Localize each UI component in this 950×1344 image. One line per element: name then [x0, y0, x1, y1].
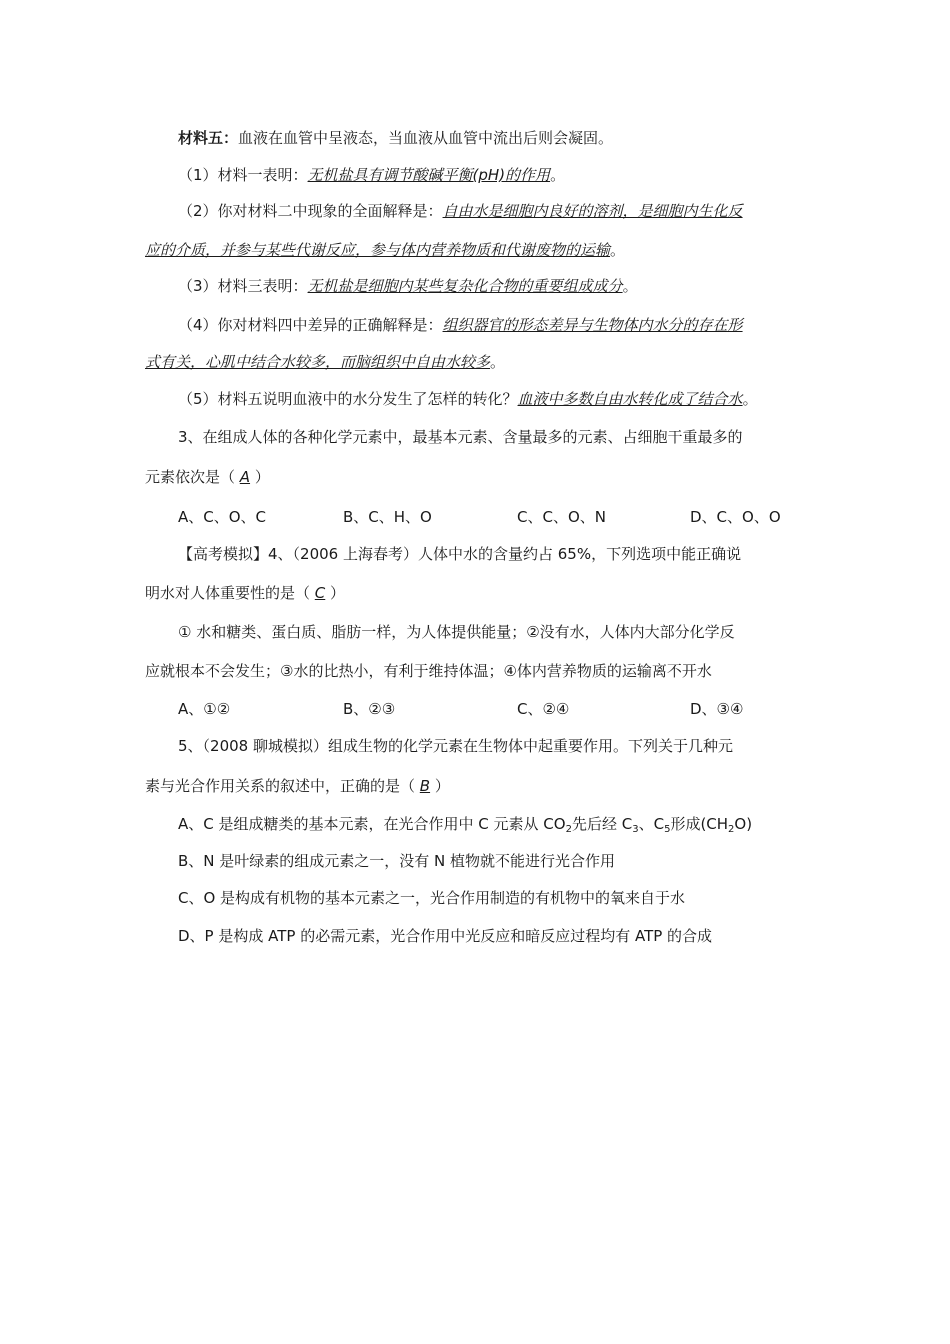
answer-5 [178, 387, 848, 411]
answer-5-suffix: 。 [742, 390, 758, 408]
question-4-line-2 [145, 581, 815, 605]
option-a-part-4: 形成(CH [670, 815, 729, 833]
question-4-line-1: 【高考模拟】4、（2006 上海春考）人体中水的含量约占 65%，下列选项中能正确说 [178, 545, 742, 563]
answer-4-prefix: （4）你对材料四中差异的正确解释是： [178, 316, 443, 334]
question-5-option-c: C、O 是构成有机物的基本元素之一，光合作用制造的有机物中的氧来自于水 [178, 889, 686, 907]
answer-3-suffix: 。 [622, 277, 638, 295]
material-five-label: 材料五： [178, 129, 239, 147]
question-4-option-c: C、②④ [517, 700, 570, 718]
subscript-2: 2 [565, 824, 572, 835]
question-4-option-d: D、③④ [690, 700, 744, 718]
subscript-5: 5 [664, 824, 671, 835]
answer-4-text-1: 组织器官的形态差异与生物体内水分的存在形 [442, 316, 743, 334]
question-4-prefix: 明水对人体重要性的是（ [145, 584, 315, 602]
question-4-statement-1: ① 水和糖类、蛋白质、脂肪一样，为人体提供能量；②没有水，人体内大部分化学反 [178, 623, 735, 641]
question-3-prefix: 元素依次是（ [145, 468, 240, 486]
answer-2-suffix: 。 [610, 241, 626, 259]
answer-1 [178, 163, 848, 187]
answer-3-prefix: （3）材料三表明： [178, 277, 308, 295]
question-5-answer: B [419, 777, 431, 795]
question-4-option-b: B、②③ [343, 700, 396, 718]
answer-4-line-1 [178, 313, 848, 337]
question-3-option-b: B、C、H、O [343, 508, 432, 526]
question-3-line-2 [145, 465, 815, 489]
answer-2-line-1 [178, 199, 848, 223]
question-4-option-a: A、①② [178, 700, 231, 718]
answer-2-text-2: 应的介质，并参与某些代谢反应，参与体内营养物质和代谢废物的运输 [145, 241, 611, 259]
question-5-suffix: ） [430, 777, 450, 795]
answer-2-line-2 [145, 238, 815, 262]
question-5-option-b: B、N 是叶绿素的组成元素之一，没有 N 植物就不能进行光合作用 [178, 852, 616, 870]
question-3-option-d: D、C、O、O [690, 508, 781, 526]
question-3-line-1: 3、在组成人体的各种化学元素中，最基本元素、含量最多的元素、占细胞干重最多的 [178, 428, 743, 446]
question-5-option-d: D、P 是构成 ATP 的必需元素，光合作用中光反应和暗反应过程均有 ATP 的合成 [178, 927, 713, 945]
answer-5-text: 血液中多数自由水转化成了结合水 [517, 390, 743, 408]
option-a-part-5: O) [734, 815, 753, 833]
question-3-answer: A [239, 468, 251, 486]
material-five-text: 血液在血管中呈液态，当血液从血管中流出后则会凝固。 [238, 129, 614, 147]
question-5-line-1: 5、（2008 聊城模拟）组成生物的化学元素在生物体中起重要作用。下列关于几种元 [178, 737, 733, 755]
answer-2-text-1: 自由水是细胞内良好的溶剂，是细胞内生化反 [442, 202, 743, 220]
question-3-option-c: C、C、O、N [517, 508, 606, 526]
answer-4-line-2 [145, 350, 815, 374]
answer-4-text-2: 式有关，心肌中结合水较多，而脑组织中自由水较多 [145, 353, 491, 371]
answer-2-prefix: （2）你对材料二中现象的全面解释是： [178, 202, 443, 220]
answer-4-suffix: 。 [490, 353, 506, 371]
option-a-part-3: 、C [638, 815, 665, 833]
question-4-answer: C [314, 584, 326, 602]
question-5-line-2 [145, 774, 815, 798]
subscript-3: 3 [632, 824, 639, 835]
answer-1-prefix: （1）材料一表明： [178, 166, 308, 184]
material-five [178, 126, 848, 150]
question-4-suffix: ） [325, 584, 346, 602]
question-5-prefix: 素与光合作用关系的叙述中，正确的是（ [145, 777, 420, 795]
question-3-suffix: ） [250, 468, 270, 486]
option-a-part-2: 先后经 C [571, 815, 633, 833]
option-a-part-1: A、C 是组成糖类的基本元素，在光合作用中 C 元素从 CO [178, 815, 566, 833]
subscript-2b: 2 [728, 824, 735, 835]
answer-3-text: 无机盐是细胞内某些复杂化合物的重要组成成分 [307, 277, 623, 295]
answer-1-suffix: 。 [550, 166, 566, 184]
answer-1-text: 无机盐具有调节酸碱平衡(pH)的作用 [307, 166, 551, 184]
question-3-option-a: A、C、O、C [178, 508, 267, 526]
answer-3 [178, 274, 848, 298]
answer-5-prefix: （5）材料五说明血液中的水分发生了怎样的转化？ [178, 390, 518, 408]
question-5-option-a [178, 812, 848, 836]
question-4-statement-2: 应就根本不会发生；③水的比热小，有利于维持体温；④体内营养物质的运输离不开水 [145, 662, 712, 680]
